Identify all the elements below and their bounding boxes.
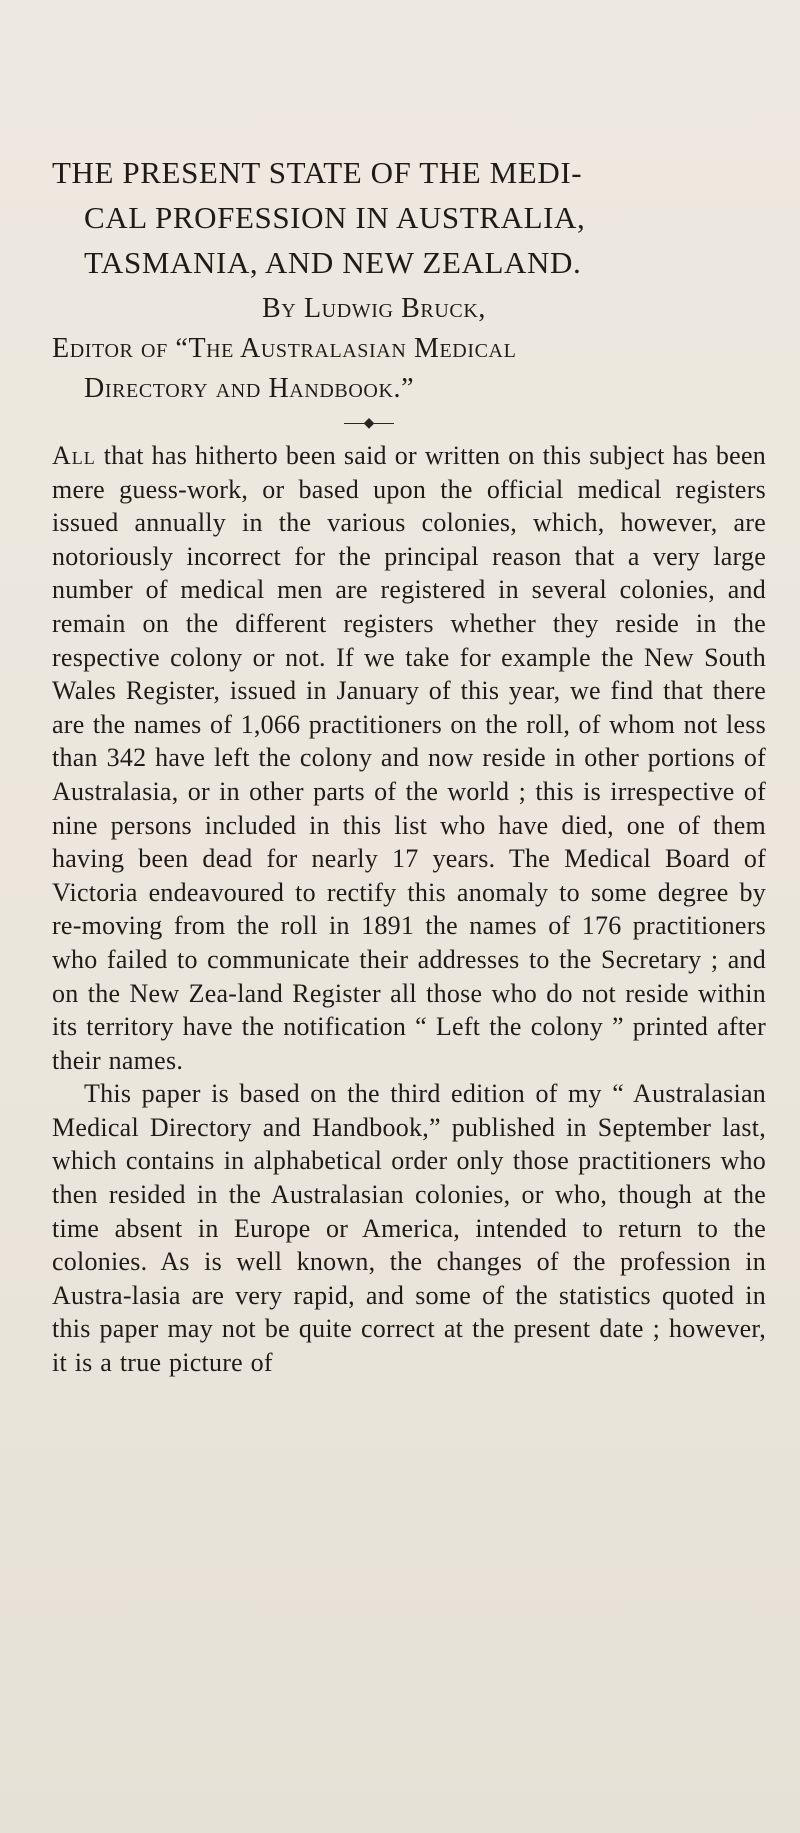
title-line-3: TASMANIA, AND NEW ZEALAND. (84, 245, 582, 280)
author-affiliation-line-2: Directory and Handbook.” (84, 373, 415, 404)
divider-rule-right (374, 423, 394, 424)
paragraph-lead-word: All (52, 441, 96, 470)
body-paragraph-2: This paper is based on the third edition of my “ Australasian Medical Directory and Handbook,” published in September last, which contains in alphabetical order only those practitioners who then resided in the Australasian colonies, or who, though at the time absent in Europe or America, intended to return to the colonies. As is well known, the changes of the profession in Austra-lasia are very rapid, and some of the statistics quoted in this paper may not be quite correct at the present date ; however, it is a true picture of (52, 1079, 766, 1378)
title-line-1: THE PRESENT STATE OF THE MEDI- (52, 155, 583, 190)
author-name: By Ludwig Bruck, (262, 293, 486, 324)
divider-rule-left (344, 423, 364, 424)
author-byline (52, 289, 766, 409)
article-title (52, 150, 766, 285)
title-line-2: CAL PROFESSION IN AUSTRALIA, (84, 200, 586, 235)
paragraph-1-text: that has hitherto been said or written on this subject has been mere guess-work, or based upon the official medical registers issued annually in the various colonies, which, however, are notoriously incorrect for the principal reason that a very large number of medical men are registered in several colonies, and remain on the different registers whether they reside in the respective colony or not. If we take for example the New South Wales Register, issued in January of this year, we find that there are the names of 1,066 practitioners on the roll, of whom not less than 342 have left the colony and now reside in other portions of Australasia, or in other parts of the world ; this is irrespective of nine persons included in this list who have died, one of them having been dead for nearly 17 years. The Medical Board of Victoria endeavoured to rectify this anomaly to some degree by re-moving from the roll in 1891 the names of 176 practitioners who failed to communicate their addresses to the Secretary ; and on the New Zea-land Register all those who do not reside within its territory have the notification “ Left the colony ” printed after their names. (52, 441, 766, 1075)
diamond-ornament-icon: ◆ (363, 416, 375, 431)
body-paragraph-1 (52, 439, 766, 1077)
author-affiliation-line-1: Editor of “The Australasian Medical (52, 333, 517, 364)
section-divider (52, 413, 766, 435)
